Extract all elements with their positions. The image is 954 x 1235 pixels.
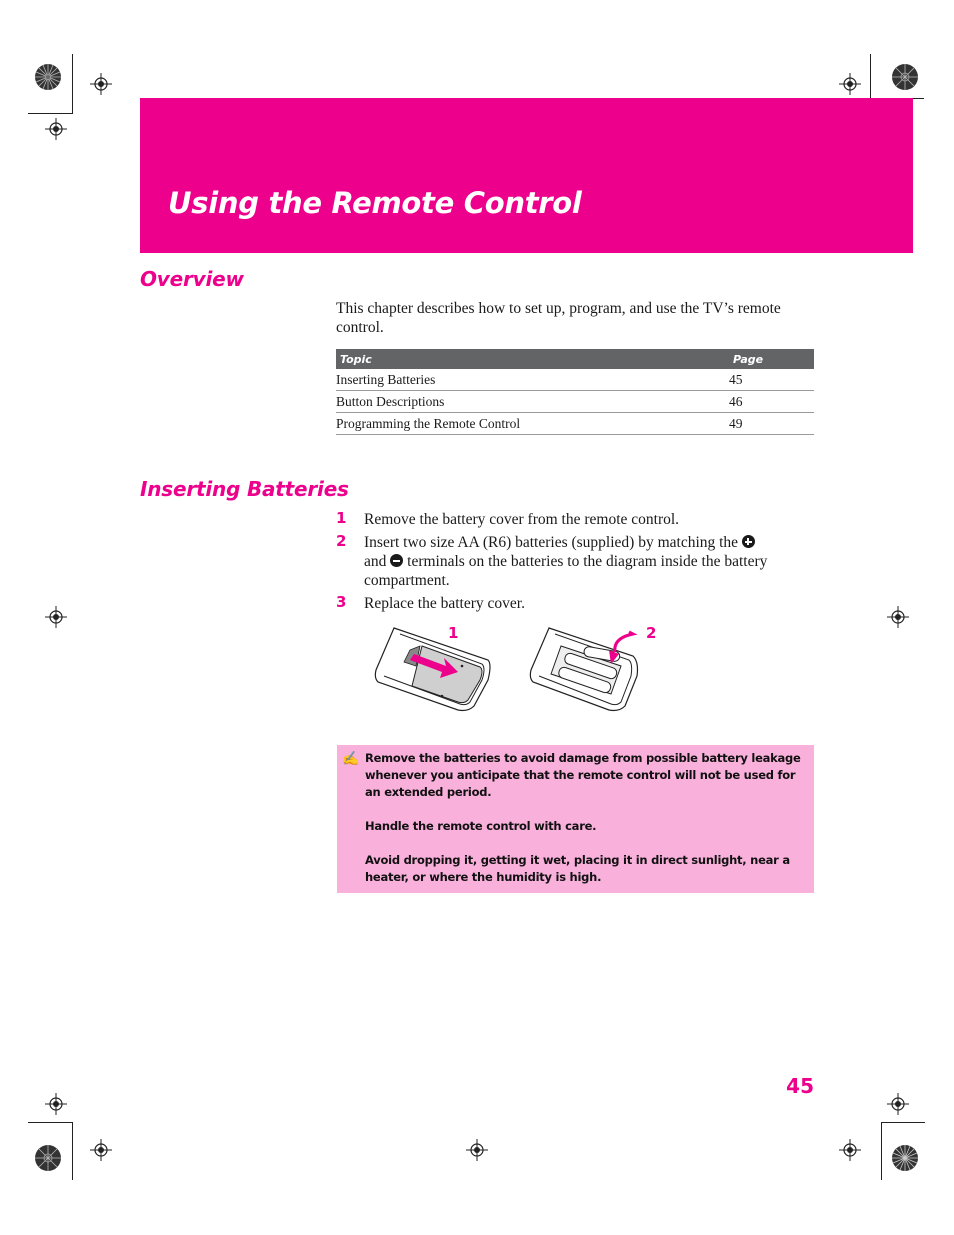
color-wheel-target-icon <box>891 1144 919 1172</box>
battery-insertion-illustration <box>525 620 645 715</box>
topic-table <box>336 349 814 435</box>
step-number: 3 <box>336 593 347 611</box>
chapter-title: Using the Remote Control <box>168 186 582 220</box>
remote-cover-removal-illustration <box>370 620 495 715</box>
registration-mark-icon <box>45 118 67 140</box>
registration-mark-icon <box>839 1139 861 1161</box>
pencil-note-icon: ✍ <box>342 752 360 767</box>
color-wheel-target-icon <box>34 63 62 91</box>
color-wheel-target-icon <box>891 63 919 91</box>
table-row <box>336 413 814 435</box>
step-number: 2 <box>336 532 347 550</box>
registration-mark-icon <box>839 73 861 95</box>
color-wheel-target-icon <box>34 1144 62 1172</box>
registration-mark-icon <box>90 73 112 95</box>
page-number: 45 <box>786 1074 814 1098</box>
topic-cell: Programming the Remote Control <box>336 413 729 435</box>
registration-mark-icon <box>90 1139 112 1161</box>
step-text-part: and <box>364 553 387 570</box>
registration-mark-icon <box>887 1093 909 1115</box>
table-row <box>336 391 814 413</box>
registration-mark-icon <box>45 1093 67 1115</box>
step-text: Replace the battery cover. <box>364 595 525 612</box>
step-number: 1 <box>336 509 347 527</box>
step-text-part: Insert two size AA (R6) batteries (supplied) by matching the <box>364 534 739 551</box>
column-header-topic: Topic <box>336 349 729 369</box>
topic-cell: Inserting Batteries <box>336 369 729 391</box>
page-cell: 45 <box>729 369 814 391</box>
overview-heading: Overview <box>140 267 244 291</box>
note-paragraph: Avoid dropping it, getting it wet, placing it in direct sunlight, near a heater, or where the humidity is high. <box>365 853 790 884</box>
minus-terminal-icon <box>390 554 403 567</box>
overview-intro: This chapter describes how to set up, program, and use the TV’s remote control. <box>336 300 781 336</box>
note-paragraph: Remove the batteries to avoid damage from possible battery leakage whenever you anticipate that the remote control will not be used for an extended period. <box>365 751 801 799</box>
plus-terminal-icon <box>742 535 755 548</box>
registration-mark-icon <box>887 606 909 628</box>
figure-label: 1 <box>448 624 459 642</box>
figure-label: 2 <box>646 624 657 642</box>
topic-cell: Button Descriptions <box>336 391 729 413</box>
page-cell: 46 <box>729 391 814 413</box>
step-text: Remove the battery cover from the remote control. <box>364 511 680 528</box>
inserting-batteries-heading: Inserting Batteries <box>140 477 349 501</box>
page-cell: 49 <box>729 413 814 435</box>
note-paragraph: Handle the remote control with care. <box>365 819 597 833</box>
caution-note-box <box>337 745 814 893</box>
table-header-row <box>336 349 814 369</box>
registration-mark-icon <box>45 606 67 628</box>
step-text <box>364 533 814 590</box>
column-header-page: Page <box>729 349 814 369</box>
step-text-part: terminals on the batteries to the diagram inside the battery compartment. <box>364 553 768 589</box>
registration-mark-icon <box>466 1139 488 1161</box>
table-row <box>336 369 814 391</box>
chapter-banner <box>140 98 913 253</box>
